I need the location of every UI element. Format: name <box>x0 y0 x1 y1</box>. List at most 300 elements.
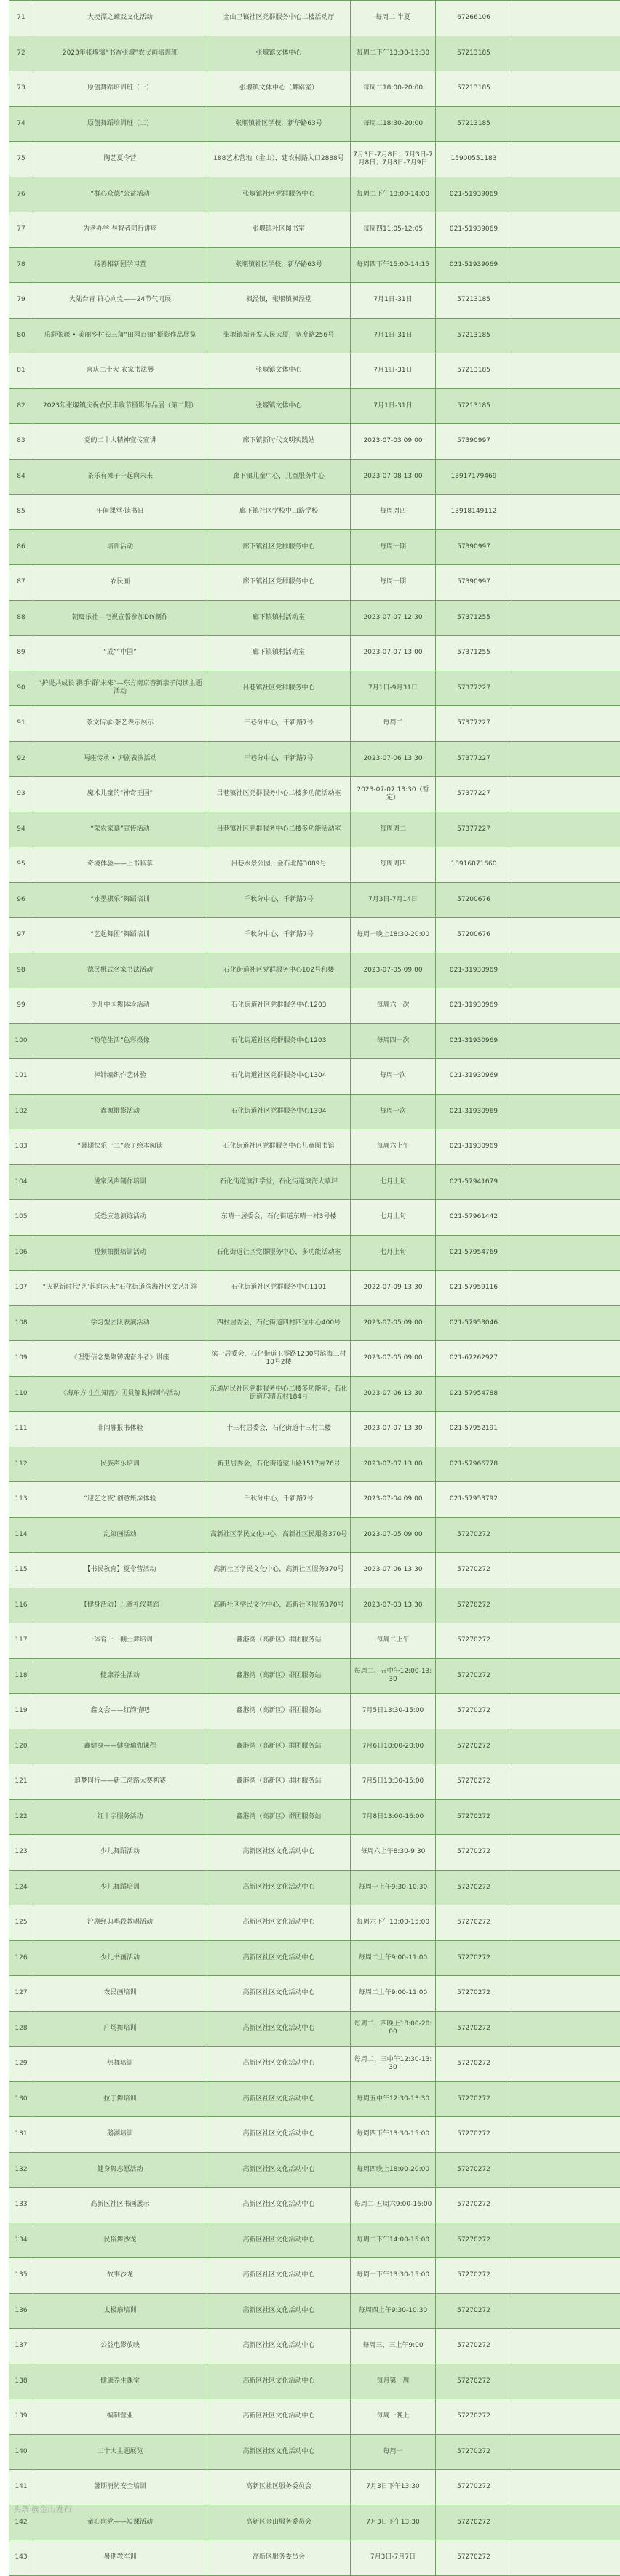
activity-place-cell <box>207 1376 351 1412</box>
row-number-cell <box>9 424 33 460</box>
activity-time-cell <box>351 1940 436 1976</box>
activity-time-text: 每周二、三中午12:30-13:30 <box>353 2056 433 2072</box>
activity-name-cell <box>33 2258 207 2294</box>
activity-name-text: 民族声乐培训 <box>36 1460 204 1468</box>
activity-place-text: 高新区社区文化活动中心 <box>210 2201 348 2209</box>
row-number-text: 77 <box>12 225 31 233</box>
contact-phone-text: 57270272 <box>438 2060 509 2068</box>
contact-phone-cell <box>436 1023 512 1059</box>
activity-time-text: 每周六上午8:30-9:30 <box>353 1848 433 1856</box>
activity-name-cell <box>33 1023 207 1059</box>
row-number-text: 108 <box>12 1319 31 1327</box>
contact-phone-cell <box>436 918 512 953</box>
activity-name-text: 党的二十大精神宣传宣讲 <box>36 437 204 445</box>
activity-name-text: 编制营业 <box>36 2412 204 2420</box>
contact-phone-cell <box>436 1235 512 1271</box>
contact-phone-cell <box>436 1799 512 1835</box>
blank-cell <box>512 1164 620 1200</box>
activity-time-text: 每周四晚上18:00-20:00 <box>353 2166 433 2174</box>
activity-time-text: 7月8日13:00-16:00 <box>353 1813 433 1821</box>
activity-time-text: 每周六上午 <box>353 1143 433 1151</box>
activity-place-cell <box>207 1870 351 1905</box>
table-row <box>9 1799 620 1835</box>
activity-time-text: 2023-07-05 09:00 <box>353 1354 433 1362</box>
row-number-cell <box>9 882 33 918</box>
activity-name-cell <box>33 388 207 424</box>
activity-time-cell <box>351 1164 436 1200</box>
activity-time-text: 每周一期 <box>353 543 433 551</box>
blank-cell <box>512 1588 620 1623</box>
activity-place-cell <box>207 142 351 177</box>
activity-time-cell <box>351 2399 436 2435</box>
activity-name-cell <box>33 741 207 777</box>
activity-time-cell <box>351 2329 436 2364</box>
activity-place-cell <box>207 2470 351 2505</box>
contact-phone-text: 57213185 <box>438 296 509 304</box>
row-number-text: 139 <box>12 2412 31 2420</box>
activity-time-text: 2022-07-09 13:30 <box>353 1284 433 1292</box>
activity-name-text: 培训活动 <box>36 543 204 551</box>
row-number-cell <box>9 706 33 742</box>
activity-place-text: 高新区社区文化活动中心 <box>210 2307 348 2315</box>
contact-phone-cell <box>436 212 512 248</box>
activity-time-text: 7月3日-7月7日 <box>353 2553 433 2561</box>
activity-time-text: 2023-07-04 09:00 <box>353 1495 433 1503</box>
contact-phone-text: 57270272 <box>438 1848 509 1856</box>
activity-name-cell <box>33 1164 207 1200</box>
activity-place-text: 张堰镇社区党群服务中心 <box>210 191 348 199</box>
activity-time-cell <box>351 459 436 495</box>
activity-place-text: 高新区社区文化活动中心 <box>210 2448 348 2456</box>
activity-time-cell <box>351 424 436 460</box>
activity-name-cell <box>33 424 207 460</box>
activity-time-text: 7月3日下午13:30 <box>353 2519 433 2527</box>
activity-name-cell <box>33 2117 207 2153</box>
activity-time-cell <box>351 36 436 71</box>
activity-time-cell <box>351 2470 436 2505</box>
activity-name-text: 大埂潭之疎戏文化活动 <box>36 14 204 22</box>
blank-cell <box>512 2505 620 2540</box>
contact-phone-text: 021-57953792 <box>438 1495 509 1503</box>
activity-place-text: 四村居委会，石化街道四村四位中心400号 <box>210 1319 348 1327</box>
activity-place-text: 高新区社区文化活动中心 <box>210 2412 348 2420</box>
row-number-text: 134 <box>12 2236 31 2244</box>
activity-place-text: 石化街道社区党群服务中心1203 <box>210 1037 348 1045</box>
activity-place-text: 鑫港湾（高新区）群团服务站 <box>210 1707 348 1715</box>
activity-name-text: 鑫健身——健身瑜伽课程 <box>36 1743 204 1751</box>
activity-name-cell <box>33 2293 207 2329</box>
row-number-text: 74 <box>12 120 31 128</box>
activity-time-cell <box>351 495 436 530</box>
activity-name-text: 朝鹰乐社—电视宣誓参加DIY制作 <box>36 614 204 622</box>
row-number-cell <box>9 2329 33 2364</box>
activity-name-text: 魔术儿童的“神奇王国” <box>36 790 204 798</box>
activity-time-cell <box>351 1023 436 1059</box>
row-number-text: 89 <box>12 649 31 657</box>
activity-time-text: 七月上旬 <box>353 1178 433 1186</box>
contact-phone-cell <box>436 1271 512 1306</box>
activity-time-cell <box>351 353 436 389</box>
activity-place-cell <box>207 353 351 389</box>
activity-name-text: 故事沙龙 <box>36 2271 204 2279</box>
row-number-cell <box>9 1412 33 1447</box>
activity-place-cell <box>207 1 351 36</box>
activity-time-text: 每周四一次 <box>353 1037 433 1045</box>
activity-name-text: 沪剧经典唱段教唱活动 <box>36 1919 204 1927</box>
contact-phone-cell <box>436 2505 512 2540</box>
contact-phone-cell <box>436 953 512 988</box>
activity-place-cell <box>207 1658 351 1694</box>
row-number-cell <box>9 283 33 319</box>
activity-place-text: 吕巷镇社区党群服务中心 <box>210 684 348 692</box>
row-number-text: 142 <box>12 2519 31 2527</box>
activity-time-cell <box>351 2434 436 2470</box>
blank-cell <box>512 565 620 601</box>
activity-name-text: 少儿书画活动 <box>36 1954 204 1962</box>
contact-phone-text: 57270272 <box>438 2166 509 2174</box>
activity-name-cell <box>33 812 207 847</box>
activity-name-text: 民俗舞沙龙 <box>36 2236 204 2244</box>
contact-phone-cell <box>436 388 512 424</box>
row-number-cell <box>9 2188 33 2223</box>
activity-time-cell <box>351 918 436 953</box>
table-row <box>9 71 620 107</box>
table-row <box>9 741 620 777</box>
activity-time-cell <box>351 1729 436 1764</box>
contact-phone-text: 57270272 <box>438 1707 509 1715</box>
activity-place-cell <box>207 1023 351 1059</box>
contact-phone-text: 57270272 <box>438 2130 509 2138</box>
activity-time-text: 每周二下午14:00-15:00 <box>353 2236 433 2244</box>
contact-phone-cell <box>436 1412 512 1447</box>
contact-phone-text: 57213185 <box>438 49 509 57</box>
activity-place-text: 吕巷镇社区党群服务中心二楼多功能活动室 <box>210 790 348 798</box>
table-row <box>9 106 620 142</box>
activity-name-cell <box>33 1764 207 1800</box>
blank-cell <box>512 636 620 671</box>
activity-place-text: 廊下镇新时代文明实践站 <box>210 437 348 445</box>
activity-name-text: 童心向党——短课活动 <box>36 2519 204 2527</box>
activity-place-cell <box>207 212 351 248</box>
blank-cell <box>512 388 620 424</box>
contact-phone-text: 57371255 <box>438 649 509 657</box>
activity-name-cell <box>33 1588 207 1623</box>
row-number-cell <box>9 247 33 283</box>
blank-cell <box>512 1023 620 1059</box>
table-row <box>9 1164 620 1200</box>
row-number-cell <box>9 2011 33 2047</box>
blank-cell <box>512 2047 620 2082</box>
row-number-cell <box>9 988 33 1024</box>
activity-place-text: 张堰镇社区学校，新华路63号 <box>210 261 348 269</box>
blank-cell <box>512 1940 620 1976</box>
table-row <box>9 1023 620 1059</box>
contact-phone-cell <box>436 247 512 283</box>
contact-phone-text: 57270272 <box>438 2377 509 2385</box>
activity-name-text: 滋家风声制作培训 <box>36 1178 204 1186</box>
activity-name-text: 健身舞志愿活动 <box>36 2166 204 2174</box>
activity-name-cell <box>33 988 207 1024</box>
blank-cell <box>512 1764 620 1800</box>
contact-phone-text: 57213185 <box>438 332 509 340</box>
activity-name-cell <box>33 706 207 742</box>
activity-place-text: 高新区社区文化活动中心 <box>210 2060 348 2068</box>
activity-place-text: 鑫港湾（高新区）群团服务站 <box>210 1672 348 1680</box>
blank-cell <box>512 847 620 883</box>
activity-name-cell <box>33 1799 207 1835</box>
contact-phone-text: 021-51939069 <box>438 191 509 199</box>
blank-cell <box>512 1059 620 1095</box>
activity-name-cell <box>33 2329 207 2364</box>
activity-name-cell <box>33 636 207 671</box>
activity-place-cell <box>207 2258 351 2294</box>
contact-phone-text: 57270272 <box>438 2236 509 2244</box>
contact-phone-text: 57270272 <box>438 1566 509 1574</box>
activity-name-cell <box>33 1059 207 1095</box>
activity-time-cell <box>351 565 436 601</box>
activity-place-cell <box>207 2223 351 2258</box>
activity-place-cell <box>207 2329 351 2364</box>
blank-cell <box>512 1658 620 1694</box>
contact-phone-cell <box>436 2540 512 2576</box>
activity-place-text: 高新社区学民文化中心，高新社区服务370号 <box>210 1601 348 1609</box>
row-number-text: 98 <box>12 967 31 975</box>
activity-name-cell <box>33 2434 207 2470</box>
activity-time-cell <box>351 812 436 847</box>
activity-place-text: 石化街道社区党群服务中心1203 <box>210 1001 348 1009</box>
table-row <box>9 847 620 883</box>
activity-time-text: 每周二 <box>353 719 433 727</box>
activity-place-cell <box>207 2364 351 2399</box>
activity-name-text: 拉丁舞培训 <box>36 2095 204 2103</box>
row-number-cell <box>9 1341 33 1377</box>
table-row <box>9 1870 620 1905</box>
activity-time-cell <box>351 636 436 671</box>
activity-time-text: 2023-07-06 13:30 <box>353 1566 433 1574</box>
activity-place-text: 高新区社区文化活动中心 <box>210 1919 348 1927</box>
activity-place-cell <box>207 459 351 495</box>
activity-place-text: 高新区社区文化活动中心 <box>210 2166 348 2174</box>
table-row <box>9 918 620 953</box>
activity-time-cell <box>351 777 436 812</box>
activity-time-cell <box>351 2505 436 2540</box>
activity-time-cell <box>351 142 436 177</box>
activity-time-cell <box>351 741 436 777</box>
table-row <box>9 1517 620 1553</box>
activity-time-text: 每周一晚上 <box>353 2412 433 2420</box>
blank-cell <box>512 177 620 212</box>
activity-name-cell <box>33 1094 207 1129</box>
table-row <box>9 1235 620 1271</box>
table-row <box>9 1412 620 1447</box>
table-row <box>9 1200 620 1236</box>
contact-phone-cell <box>436 283 512 319</box>
row-number-cell <box>9 1729 33 1764</box>
activity-name-cell <box>33 283 207 319</box>
table-row <box>9 1447 620 1482</box>
blank-cell <box>512 600 620 636</box>
blank-cell <box>512 741 620 777</box>
activity-time-cell <box>351 2011 436 2047</box>
activity-time-text: 每周四下午13:30-15:00 <box>353 2130 433 2138</box>
row-number-text: 111 <box>12 1425 31 1433</box>
activity-time-cell <box>351 2223 436 2258</box>
activity-place-text: 鑫港湾（高新区）群团服务站 <box>210 1777 348 1785</box>
row-number-text: 109 <box>12 1354 31 1362</box>
activity-time-text: 每周二18:30-20:00 <box>353 120 433 128</box>
activity-name-text: 视频拍摄培训活动 <box>36 1249 204 1257</box>
activity-name-cell <box>33 2223 207 2258</box>
activity-place-cell <box>207 565 351 601</box>
activity-time-text: 2023-07-07 13:00 <box>353 1460 433 1468</box>
activity-name-cell <box>33 1940 207 1976</box>
activity-name-cell <box>33 353 207 389</box>
row-number-text: 120 <box>12 1743 31 1751</box>
table-row <box>9 1482 620 1518</box>
activity-name-cell <box>33 918 207 953</box>
activity-name-text: 农民画 <box>36 578 204 586</box>
row-number-text: 71 <box>12 14 31 22</box>
row-number-text: 107 <box>12 1284 31 1292</box>
blank-cell <box>512 988 620 1024</box>
contact-phone-cell <box>436 1200 512 1236</box>
activity-place-text: 石化街道社区党群服务中心1304 <box>210 1108 348 1116</box>
activity-time-cell <box>351 1517 436 1553</box>
activity-place-text: 廊下镇镇村活动室 <box>210 614 348 622</box>
blank-cell <box>512 495 620 530</box>
activity-name-cell <box>33 1553 207 1588</box>
activity-name-cell <box>33 2152 207 2188</box>
activity-name-text: 暑期教军训 <box>36 2553 204 2561</box>
blank-cell <box>512 812 620 847</box>
activity-time-cell <box>351 1482 436 1518</box>
contact-phone-cell <box>436 1517 512 1553</box>
contact-phone-cell <box>436 812 512 847</box>
activity-name-text: 二十大主题展览 <box>36 2448 204 2456</box>
blank-cell <box>512 1870 620 1905</box>
activity-time-text: 7月5日13:30-15:00 <box>353 1707 433 1715</box>
activity-time-text: 7月3日-7月14日 <box>353 896 433 904</box>
activity-name-text: 【书民教育】夏令营活动 <box>36 1566 204 1574</box>
contact-phone-cell <box>436 1976 512 2012</box>
activity-time-cell <box>351 1905 436 1941</box>
table-row <box>9 812 620 847</box>
row-number-text: 113 <box>12 1495 31 1503</box>
activity-place-cell <box>207 495 351 530</box>
table-row <box>9 671 620 706</box>
activity-name-text: 健康养生课堂 <box>36 2377 204 2385</box>
activity-time-cell <box>351 1623 436 1659</box>
contact-phone-cell <box>436 2081 512 2117</box>
row-number-text: 138 <box>12 2377 31 2385</box>
activity-time-text: 每周二上午9:00-11:00 <box>353 1954 433 1962</box>
row-number-text: 76 <box>12 191 31 199</box>
row-number-cell <box>9 1 33 36</box>
contact-phone-cell <box>436 1129 512 1165</box>
activity-place-cell <box>207 671 351 706</box>
activity-time-text: 7月1日-31日 <box>353 367 433 375</box>
blank-cell <box>512 459 620 495</box>
table-row <box>9 2223 620 2258</box>
contact-phone-cell <box>436 353 512 389</box>
table-row <box>9 953 620 988</box>
contact-phone-cell <box>436 2470 512 2505</box>
activity-place-text: 高新区社区文化活动中心 <box>210 1848 348 1856</box>
activity-time-cell <box>351 106 436 142</box>
row-number-text: 128 <box>12 2025 31 2033</box>
activity-place-text: 鑫港湾（高新区）群团服务站 <box>210 1743 348 1751</box>
activity-name-text: “水墨棋乐”舞蹈培训 <box>36 896 204 904</box>
activity-place-cell <box>207 424 351 460</box>
activity-place-cell <box>207 1235 351 1271</box>
contact-phone-cell <box>436 424 512 460</box>
activity-time-text: 每周二、五中午12:00-13:30 <box>353 1668 433 1684</box>
blank-cell <box>512 2293 620 2329</box>
activity-place-cell <box>207 1553 351 1588</box>
contact-phone-text: 021-31930969 <box>438 1001 509 1009</box>
activity-time-cell <box>351 1376 436 1412</box>
table-row <box>9 1305 620 1341</box>
activity-name-text: 鑫文会——红韵情吧 <box>36 1707 204 1715</box>
blank-cell <box>512 671 620 706</box>
activity-place-cell <box>207 636 351 671</box>
activity-place-cell <box>207 2540 351 2576</box>
activity-name-cell <box>33 1412 207 1447</box>
row-number-text: 140 <box>12 2448 31 2456</box>
activity-name-cell <box>33 671 207 706</box>
row-number-text: 117 <box>12 1636 31 1644</box>
table-row <box>9 2505 620 2540</box>
contact-phone-text: 021-31930969 <box>438 1037 509 1045</box>
contact-phone-cell <box>436 1059 512 1095</box>
activity-time-cell <box>351 1059 436 1095</box>
row-number-text: 136 <box>12 2307 31 2315</box>
blank-cell <box>512 2434 620 2470</box>
contact-phone-text: 57270272 <box>438 1989 509 1997</box>
activity-time-text: 每周二上午9:00-11:00 <box>353 1989 433 1997</box>
table-row <box>9 1271 620 1306</box>
row-number-text: 75 <box>12 155 31 163</box>
contact-phone-text: 57270272 <box>438 2025 509 2033</box>
activity-name-text: 太极扇培训 <box>36 2307 204 2315</box>
activity-name-text: 学习型团队表演活动 <box>36 1319 204 1327</box>
activity-name-cell <box>33 565 207 601</box>
activity-place-cell <box>207 847 351 883</box>
contact-phone-text: 57270272 <box>438 1672 509 1680</box>
contact-phone-cell <box>436 671 512 706</box>
table-row <box>9 1835 620 1871</box>
blank-cell <box>512 142 620 177</box>
activity-time-text: 每周六一次 <box>353 1001 433 1009</box>
activity-time-cell <box>351 2293 436 2329</box>
activity-place-text: 金山卫镇社区党群服务中心二楼活动厅 <box>210 14 348 22</box>
blank-cell <box>512 212 620 248</box>
activity-name-cell <box>33 36 207 71</box>
contact-phone-text: 67266106 <box>438 14 509 22</box>
row-number-text: 104 <box>12 1178 31 1186</box>
activity-name-text: 奇境体验——上书临摹 <box>36 860 204 868</box>
row-number-cell <box>9 565 33 601</box>
table-row <box>9 388 620 424</box>
activity-name-text: “群心众德”公益活动 <box>36 191 204 199</box>
row-number-cell <box>9 1764 33 1800</box>
blank-cell <box>512 1271 620 1306</box>
activity-place-cell <box>207 1940 351 1976</box>
contact-phone-text: 57270272 <box>438 2307 509 2315</box>
row-number-cell <box>9 36 33 71</box>
row-number-cell <box>9 2117 33 2153</box>
contact-phone-cell <box>436 1940 512 1976</box>
